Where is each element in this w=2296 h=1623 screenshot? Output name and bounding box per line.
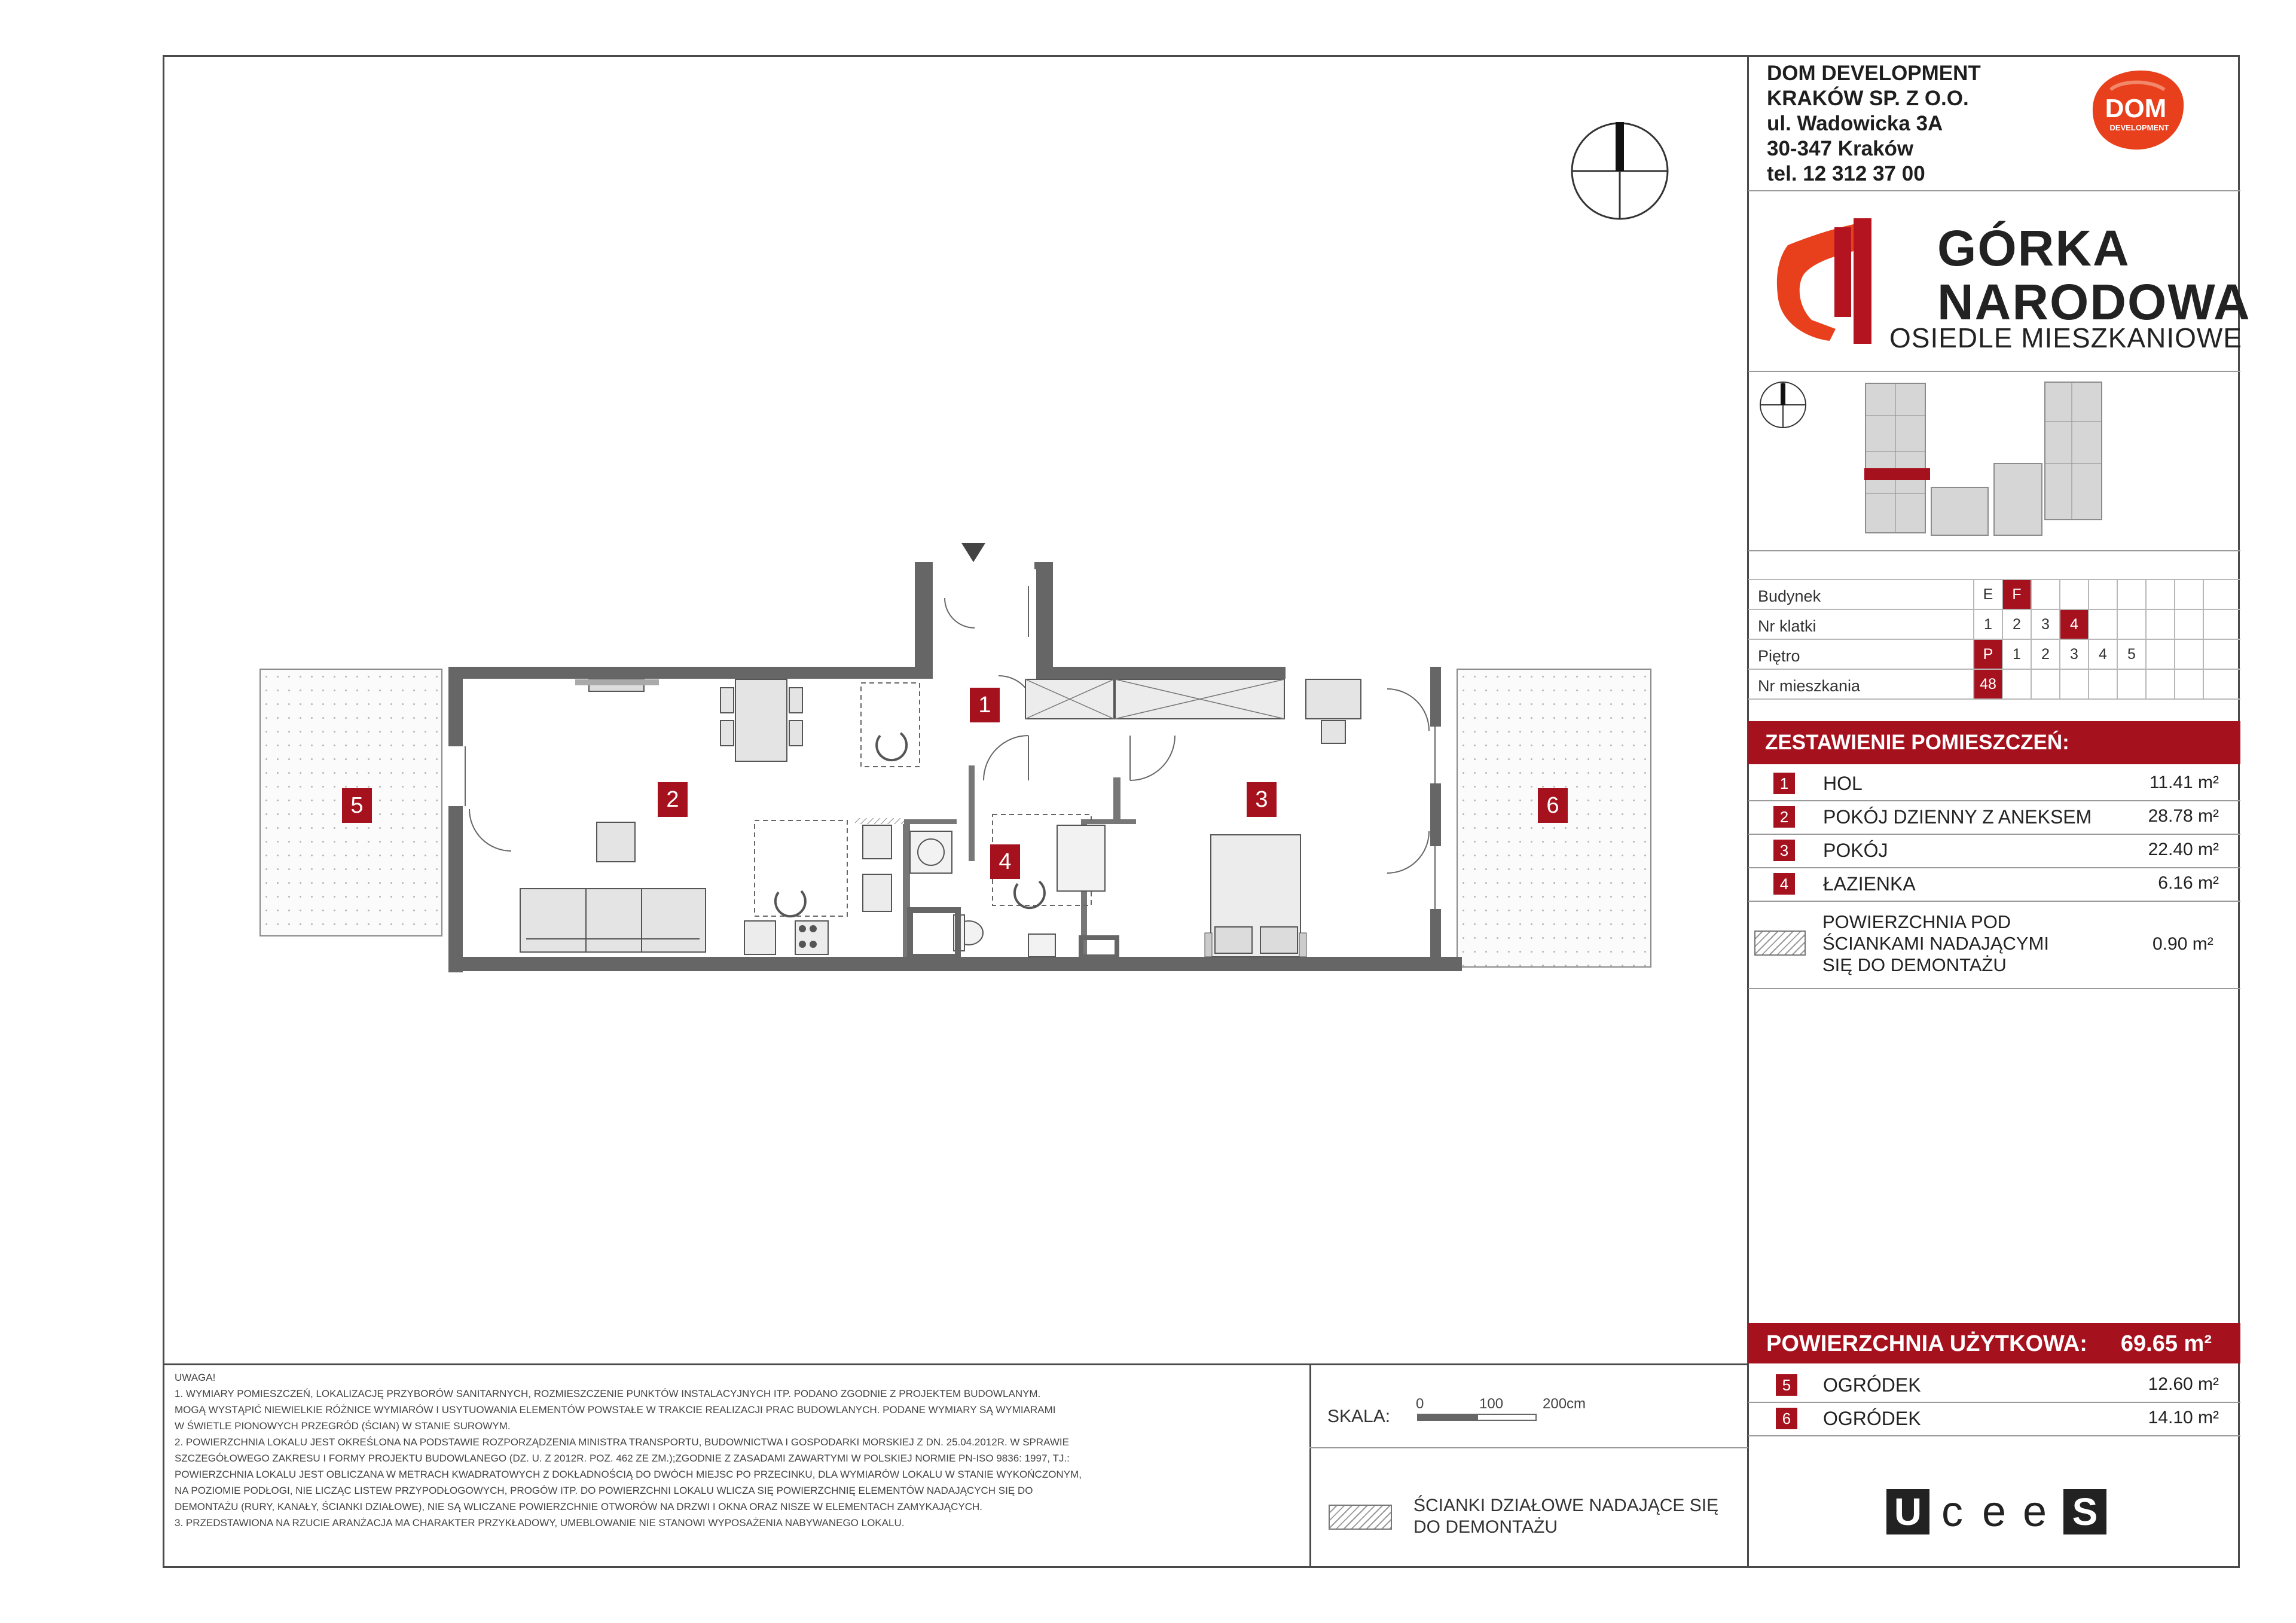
outdoor-area: 14.10 m² — [2148, 1408, 2219, 1427]
room-row — [1748, 834, 2240, 867]
info-cell-empty — [2203, 670, 2231, 698]
company-name-2: KRAKÓW SP. Z O.O. — [1767, 87, 1969, 110]
scale-bar-light — [1477, 1414, 1537, 1421]
room-number: 2 — [1773, 806, 1795, 828]
divider — [1748, 988, 2240, 989]
room-name: HOL — [1823, 773, 1863, 794]
outdoor-number: 6 — [1776, 1408, 1797, 1429]
info-row-staircase — [1748, 610, 2240, 640]
usable-area-band — [1748, 1323, 2240, 1363]
info-cell-empty — [2174, 640, 2203, 669]
info-cell-empty — [2203, 610, 2231, 639]
info-floor-2: 2 — [2031, 640, 2059, 669]
notes-line: UWAGA! — [175, 1372, 216, 1383]
room-row — [1748, 867, 2240, 901]
info-cell-empty — [2203, 640, 2231, 669]
room-name: ŁAZIENKA — [1823, 873, 1916, 895]
legend-hatch-swatch — [1329, 1505, 1392, 1530]
room-area: 11.41 m² — [2149, 773, 2219, 792]
info-label-building: Budynek — [1758, 587, 1821, 605]
notes-line: DEMONTAŻU (RURY, KANAŁY, ŚCIANKI DZIAŁOWE), NIE SĄ WLICZANE POWIERZCHNIE OTWORÓW NA DRZWI I OKNA ORAZ NISZE W ELEMENTACH ZAMYKAJĄCYCH. — [175, 1501, 983, 1512]
gorka-narodowa-logo — [1770, 215, 2251, 353]
project-subtitle: OSIEDLE MIESZKANIOWE — [1889, 322, 2242, 353]
ucees-letter: S — [2063, 1489, 2106, 1534]
info-staircase-1: 1 — [1973, 610, 2002, 639]
company-address — [1767, 61, 1981, 187]
bottom-area-divider — [163, 1363, 1748, 1365]
info-cell-empty — [2031, 670, 2059, 698]
room-area: 6.16 m² — [2158, 873, 2219, 893]
room-name: POKÓJ DZIENNY Z ANEKSEM — [1823, 806, 2092, 828]
room-area: 22.40 m² — [2148, 840, 2219, 859]
plan-label-1: 1 — [970, 688, 1000, 722]
room-number: 4 — [1773, 873, 1795, 895]
scale-legend-divider — [1309, 1447, 1748, 1448]
info-cell-empty — [2203, 580, 2231, 609]
info-cell-empty — [2145, 670, 2174, 698]
notes-line: MOGĄ WYSTĄPIĆ NIEWIELKIE RÓŻNICE WYMIARÓW I USYTUOWANIA ELEMENTÓW POWSTAŁE W TRAKCIE REALIZACJI PRAC BUDOWLANYCH. PODANE WYMIARY SĄ WYMIARAMI — [175, 1404, 1056, 1415]
demolition-line-1: POWIERZCHNIA POD — [1822, 911, 2011, 932]
room-row — [1748, 767, 2240, 800]
room-number: 3 — [1773, 840, 1795, 861]
info-cell-empty — [2059, 580, 2088, 609]
north-arrow-icon — [1569, 117, 1671, 225]
notes-line: NA POZIOMIE PODŁOGI, NIE LICZĄC LISTEW PRZYPODŁOGOWYCH, PROGÓW ITP. DO POWIERZCHNI LOKALU WLICZA SIĘ POWIERZCHNIĘ ELEMENTÓW NADAJĄCYCH SIĘ DO — [175, 1485, 1033, 1496]
outdoor-row — [1748, 1402, 2240, 1435]
info-floor-4: 4 — [2088, 640, 2117, 669]
scale-label: SKALA: — [1327, 1407, 1391, 1426]
dom-logo-word: DOM — [2105, 94, 2167, 123]
info-cell-empty — [2117, 670, 2145, 698]
plan-label-4: 4 — [990, 844, 1020, 879]
info-cell-empty — [2174, 580, 2203, 609]
project-title-2: NARODOWA — [1937, 274, 2251, 330]
notes-line: 2. POWIERZCHNIA LOKALU JEST OKREŚLONA NA PODSTAWIE ROZPORZĄDZENIA MINISTRA TRANSPORTU, BUDOWNICTWA I GOSPODARKI MORSKIEJ Z DN. 25.04.2012R. W SPRAWIE — [175, 1436, 1069, 1448]
info-apartment-48: 48 — [1973, 670, 2002, 698]
scale-tick-100: 100 — [1479, 1396, 1504, 1412]
info-cell-empty — [2088, 670, 2117, 698]
dom-logo-sub: DEVELOPMENT — [2109, 123, 2169, 132]
outdoor-area: 12.60 m² — [2148, 1374, 2219, 1394]
plan-label-5: 5 — [342, 788, 372, 823]
demolition-label — [1822, 911, 2049, 976]
usable-area-label: POWIERZCHNIA UŻYTKOWA: — [1766, 1331, 2087, 1356]
info-floor-p: P — [1973, 640, 2002, 669]
notes-line: 1. WYMIARY POMIESZCZEŃ, LOKALIZACJĘ PRZYBORÓW SANITARNYCH, ROZMIESZCZENIE PUNKTÓW INSTALACYJNYCH ITP. PODANO ZGODNIE Z PROJEKTEM BUDOWLANYM. — [175, 1388, 1041, 1399]
info-cell-empty — [2088, 610, 2117, 639]
notes-line: 3. PRZEDSTAWIONA NA RZUCIE ARANŻACJA MA CHARAKTER PRZYKŁADOWY, UMEBLOWANIE NIE STANOWI WYPOSAŻENIA NABYWANEGO LOKALU. — [175, 1517, 905, 1529]
legend-line-1: ŚCIANKI DZIAŁOWE NADAJĄCE SIĘ — [1413, 1496, 1719, 1515]
room-number: 1 — [1773, 773, 1795, 794]
info-row-apartment — [1748, 670, 2240, 700]
plan-label-2: 2 — [658, 782, 688, 817]
hatch-swatch — [1754, 931, 1806, 956]
info-floor-5: 5 — [2117, 640, 2145, 669]
company-city: 30-347 Kraków — [1767, 137, 1914, 160]
demolition-area: 0.90 m² — [2152, 934, 2213, 954]
info-cell-empty — [2145, 610, 2174, 639]
info-staircase-2: 2 — [2002, 610, 2031, 639]
scale-tick-0: 0 — [1416, 1396, 1424, 1412]
dom-development-logo — [2087, 66, 2188, 155]
info-row-floor — [1748, 640, 2240, 670]
legend-text — [1413, 1495, 1718, 1538]
outdoor-name: OGRÓDEK — [1823, 1408, 1921, 1429]
company-phone: tel. 12 312 37 00 — [1767, 162, 1925, 185]
demolition-line-3: SIĘ DO DEMONTAŻU — [1822, 954, 2007, 975]
info-label-staircase: Nr klatki — [1758, 617, 1816, 635]
info-cell-empty — [2002, 670, 2031, 698]
outdoor-name: OGRÓDEK — [1823, 1374, 1921, 1396]
info-staircase-3: 3 — [2031, 610, 2059, 639]
divider — [1748, 1435, 2240, 1436]
info-row-building — [1748, 580, 2240, 610]
ucees-letter: U — [1886, 1489, 1929, 1534]
scale-divider — [1309, 1363, 1311, 1568]
info-cell-empty — [2174, 610, 2203, 639]
info-cell-empty — [2088, 580, 2117, 609]
notes-line: W ŚWIETLE PIONOWYCH PRZEGRÓD (ŚCIAN) W STANIE SUROWYM. — [175, 1420, 511, 1432]
info-floor-3: 3 — [2059, 640, 2088, 669]
ucees-logo — [1886, 1489, 2114, 1537]
info-staircase-4: 4 — [2059, 610, 2088, 639]
plan-label-6: 6 — [1538, 788, 1568, 823]
company-street: ul. Wadowicka 3A — [1767, 112, 1943, 135]
legend-line-2: DO DEMONTAŻU — [1413, 1517, 1558, 1537]
info-cell-empty — [2145, 640, 2174, 669]
info-cell-empty — [2117, 580, 2145, 609]
info-label-floor: Piętro — [1758, 647, 1800, 665]
plan-label-3: 3 — [1247, 782, 1277, 817]
divider — [1748, 190, 2240, 191]
usable-area-value: 69.65 m² — [2120, 1331, 2212, 1356]
room-row — [1748, 800, 2240, 834]
info-cell-empty — [2174, 670, 2203, 698]
room-name: POKÓJ — [1823, 840, 1888, 861]
company-name: DOM DEVELOPMENT — [1767, 62, 1981, 85]
notes — [175, 1369, 1287, 1531]
info-building-f: F — [2002, 580, 2031, 609]
info-cell-empty — [2031, 580, 2059, 609]
scale-tick-200: 200cm — [1543, 1396, 1586, 1412]
info-building-e: E — [1973, 580, 2002, 609]
outdoor-row — [1748, 1368, 2240, 1402]
floor-plan — [442, 538, 1471, 975]
scale-bar-dark — [1417, 1414, 1477, 1421]
project-title-1: GÓRKA — [1937, 220, 2130, 276]
divider — [1748, 550, 2240, 551]
site-key-plan — [1755, 380, 2233, 547]
ucees-letter: e — [1982, 1488, 2007, 1536]
notes-line: POWIERZCHNIA LOKALU JEST OBLICZANA W METRACH KWADRATOWYCH Z DOKŁADNOŚCIĄ DO DWÓCH MIEJSC PO PRZECINKU, DLA WYMIARÓW LOKALU W STANIE WYKOŃCZONYM, — [175, 1469, 1082, 1480]
info-cell-empty — [2117, 610, 2145, 639]
room-area: 28.78 m² — [2148, 806, 2219, 826]
outdoor-number: 5 — [1776, 1374, 1797, 1396]
info-cell-empty — [2059, 670, 2088, 698]
info-floor-1: 1 — [2002, 640, 2031, 669]
notes-line: SZCZEGÓŁOWEGO ZAKRESU I FORMY PROJEKTU BUDOWLANEGO (DZ. U. Z 2012R. POZ. 462 ZE ZM.);ZGODNIE Z ZASADAMI ZAWARTYMI W POLSKIEJ NORMIE PN-ISO 9836: 1997, TJ.: — [175, 1453, 1070, 1464]
divider — [1748, 901, 2240, 902]
divider — [1748, 371, 2240, 372]
ucees-letter: c — [1941, 1488, 1963, 1536]
ucees-letter: e — [2023, 1488, 2047, 1536]
demolition-line-2: ŚCIANKAMI NADAJĄCYMI — [1822, 933, 2049, 954]
info-label-apartment: Nr mieszkania — [1758, 677, 1861, 695]
info-cell-empty — [2145, 580, 2174, 609]
rooms-header: ZESTAWIENIE POMIESZCZEŃ: — [1748, 721, 2240, 764]
